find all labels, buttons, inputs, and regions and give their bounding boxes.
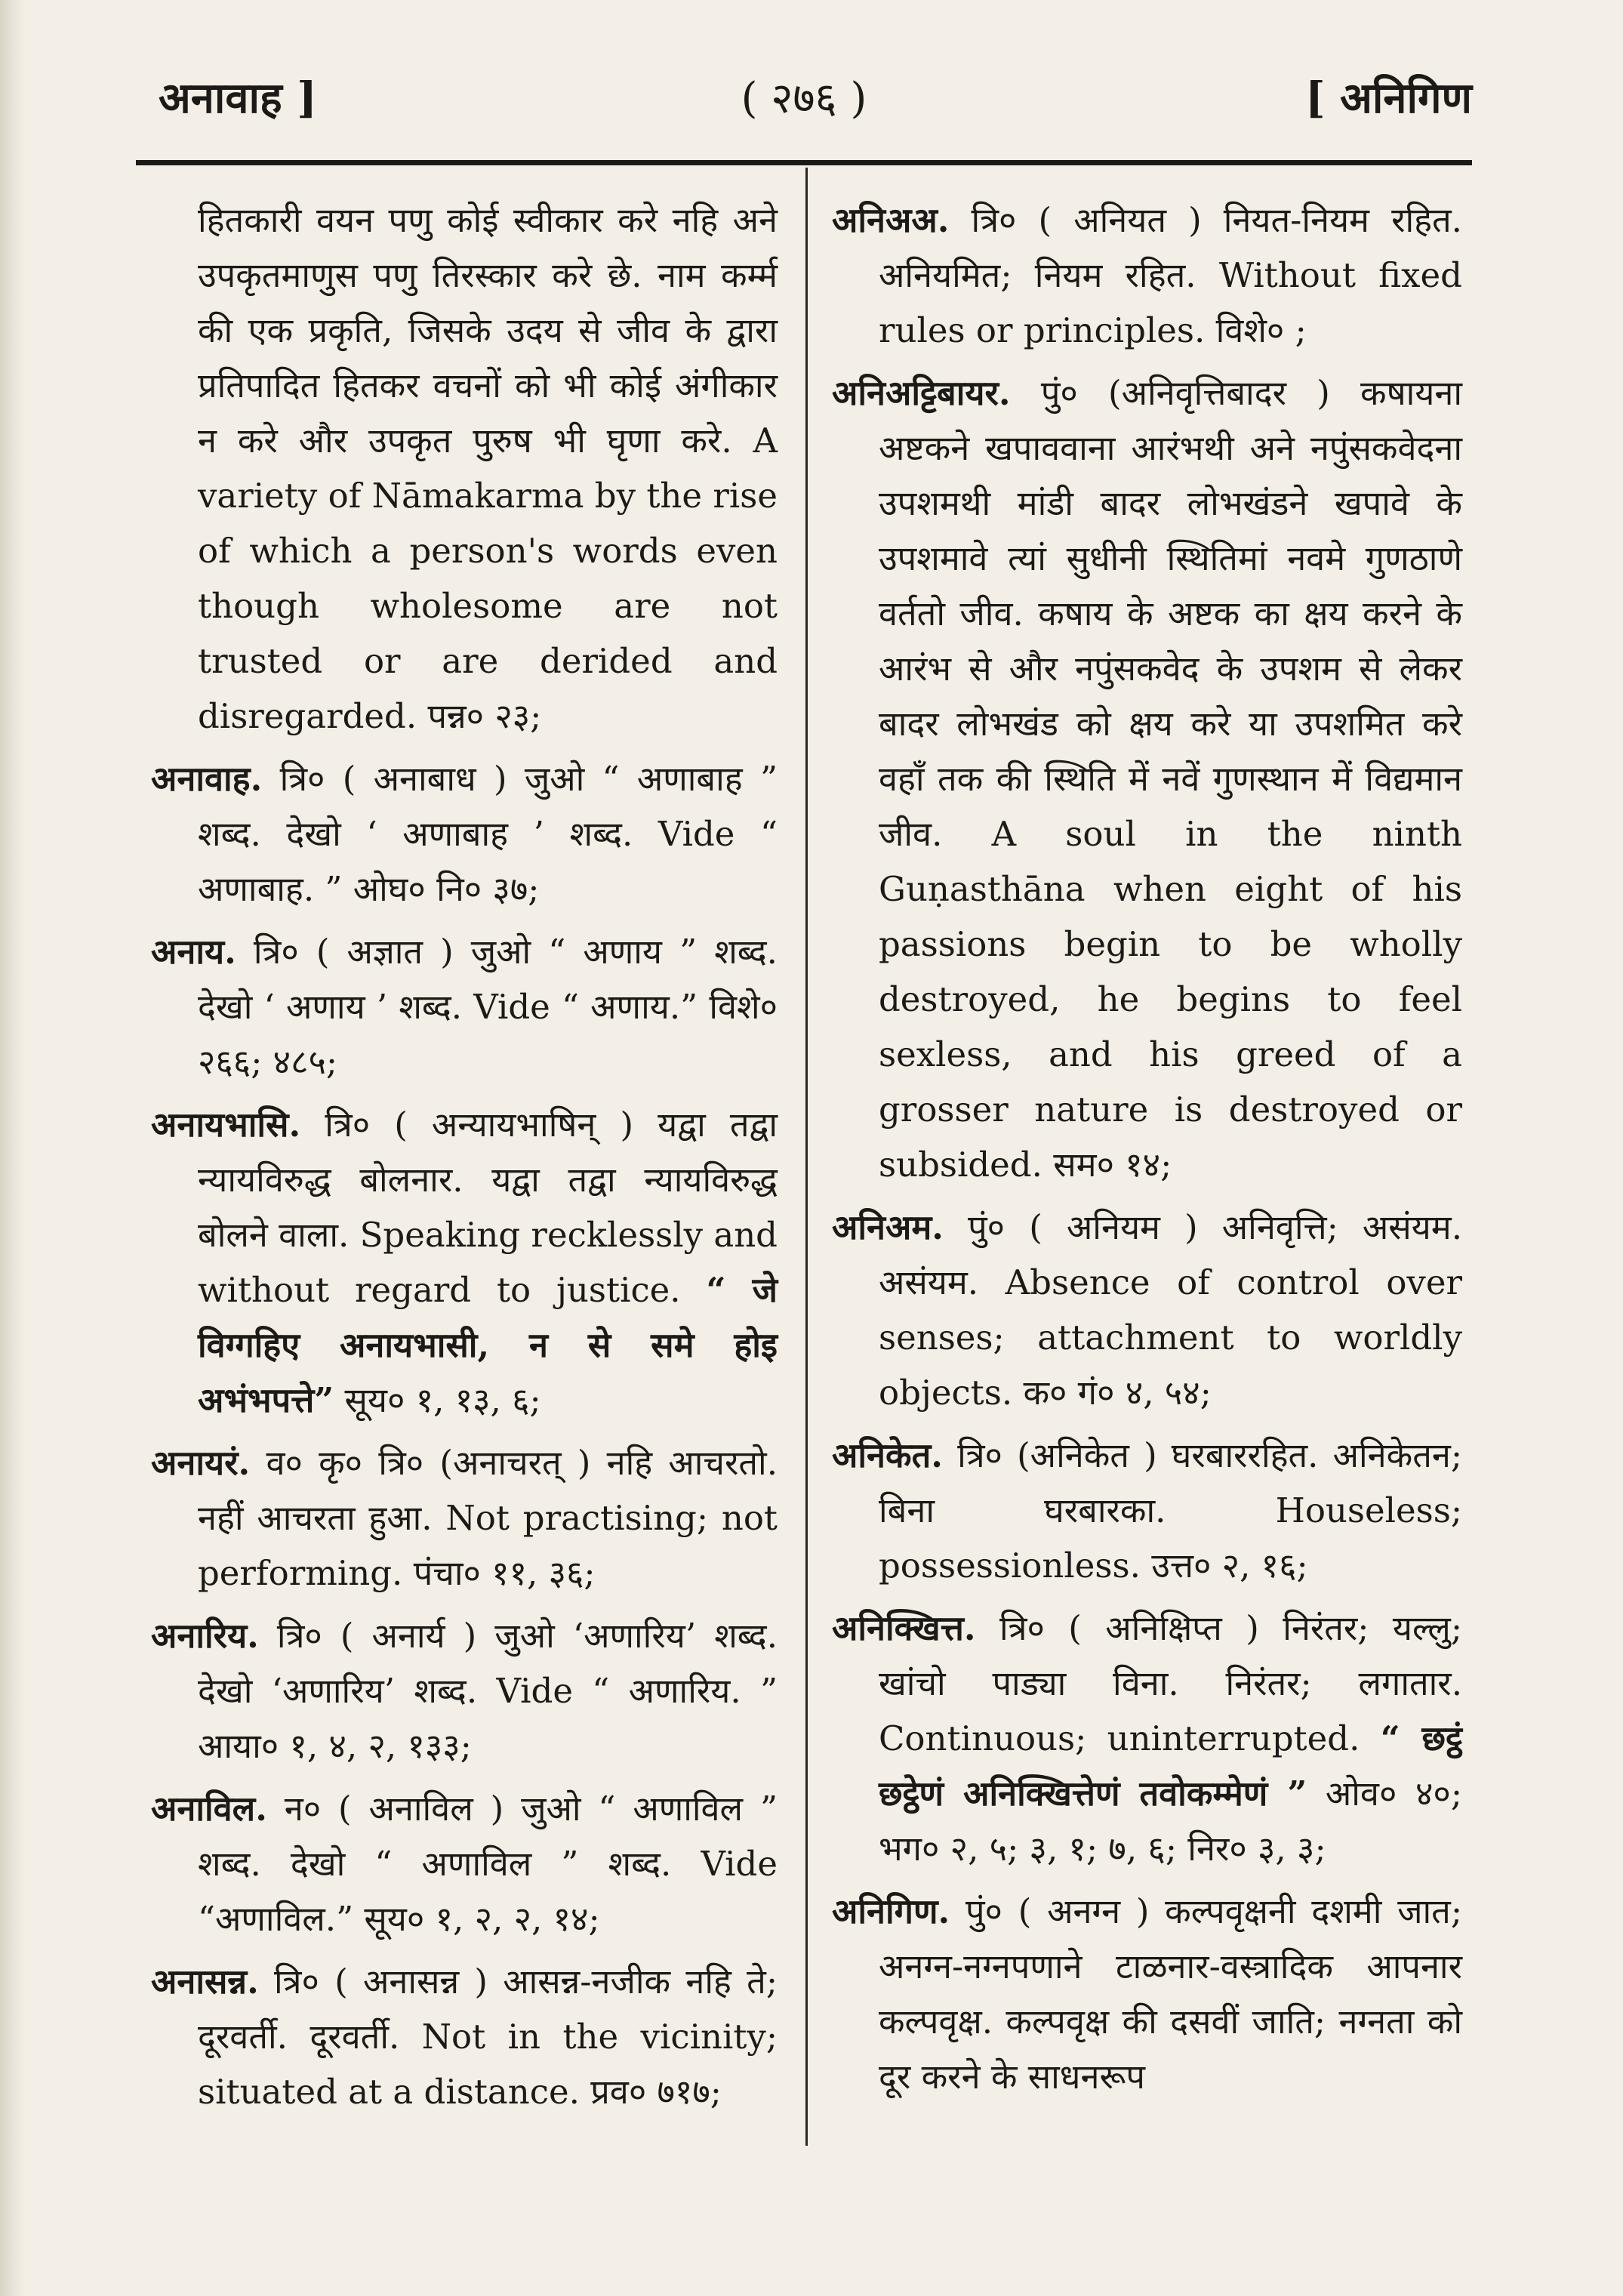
entry-body: त्रि० ( अनाबाध ) जुओ “ अणाबाह ” शब्द. देखो ‘ अणाबाह ’ शब्द. Vide “ अणाबाह. ” — [198, 759, 778, 909]
header-right-guideword: [ अनिगिण — [1305, 73, 1472, 123]
entry-headword: अनिगिण. — [832, 1891, 950, 1931]
header-page-number: ( २७६ ) — [741, 74, 867, 123]
entry-headword: अनावाह. — [151, 759, 263, 799]
entry-headword: अनाविल. — [151, 1789, 267, 1829]
entry-reference: विशे० २६६; ४८५; — [198, 987, 778, 1082]
entry-headword: अनिअअ. — [832, 200, 950, 240]
entry-aniketa — [832, 1428, 1462, 1593]
entry-body: व० कृ० त्रि० (अनाचरत् ) नहि आचरतो. नहीं आचरता हुआ. Not practising; not performing. — [198, 1443, 778, 1593]
entry-body: पुं० ( अनियम ) अनिवृत्ति; असंयम. असंयम. Absence of control over senses; attachment to worldly objects. — [879, 1207, 1463, 1413]
entry-reference: विशे० ; — [1215, 310, 1307, 350]
column-divider — [805, 168, 808, 2146]
scan-edge-shadow — [0, 0, 26, 2296]
entry-reference: ओघ० नि० ३७; — [353, 869, 540, 909]
entry-body: हितकारी वयन पणु कोई स्वीकार करे नहि अने उपकृतमाणुस पणु तिरस्कार करे छे. नाम कर्म्म की एक प्रकृति, जिसके उदय से जीव के द्वारा प्रतिपादित हितकर वचनों को भी कोई अंगीकार न करे और उपकृत पुरुष भी घृणा करे. A variety of Nāmakarma by the rise of which a person's words even though wholesome are not trusted or are derided and disregarded. — [198, 200, 778, 736]
entry-reference: ओव० ४०; भग० २, ५; ३, १; ७, ६; निर० ३, ३; — [879, 1774, 1462, 1869]
entry-headword: अनिअट्टिबायर. — [832, 373, 1011, 413]
entry-anigina — [832, 1884, 1462, 2104]
entry-body: पुं० (अनिवृत्तिबादर ) कषायना अष्टकने खपाववाना आरंभथी अने नपुंसकवेदना उपशमथी मांडी बादर लोभखंडने खपावे के उपशमावे त्यां सुधीनी स्थितिमां नवमे गुणठाणे वर्ततो जीव. कषाय के अष्टक का क्षय करने के आरंभ से और नपुंसकवेद के उपशम से लेकर बादर लोभखंड को क्षय करे या उपशमित करे वहाँ तक की स्थिति में नवें गुणस्थान में विद्यमान जीव. A soul in the ninth Guṇasthāna when eight of his passions begin to be wholly destroyed, he begins to feel sexless, and his greed of a grosser nature is destroyed or subsided. — [879, 373, 1462, 1185]
entry-continuation — [151, 193, 778, 744]
entry-body: त्रि० ( अनिक्षिप्त ) निरंतर; यल्लु; खांचो पाड्या विना. निरंतर; लगातार. Continuous; uninterrupted. — [879, 1608, 1462, 1758]
header-rule — [136, 160, 1472, 165]
entry-aniama — [832, 1200, 1462, 1420]
entry-reference: प्रव० ७१७; — [590, 2072, 722, 2112]
entry-reference: पन्न० २३; — [427, 696, 542, 736]
entry-headword: अनासन्न. — [151, 1962, 259, 2002]
entry-body: त्रि० ( अन्यायभाषिन् ) यद्वा तद्वा न्यायविरुद्ध बोलनार. यद्वा तद्वा न्यायविरुद्ध बोलने वाला. Speaking recklessly and without regard to justice. — [198, 1105, 778, 1310]
entry-anayaram — [151, 1435, 778, 1601]
entry-body: त्रि० (अनिकेत ) घरबाररहित. अनिकेतन; बिना घरबारका. Houseless; possessionless. — [879, 1435, 1462, 1586]
entry-anariya — [151, 1608, 778, 1774]
entry-reference: आया० १, ४, २, १३३; — [198, 1726, 472, 1766]
entry-headword: अनायरं. — [151, 1443, 251, 1483]
left-column — [151, 193, 778, 2127]
page-header — [136, 68, 1472, 136]
entry-headword: अनिक्खित्त. — [832, 1608, 976, 1648]
right-column — [832, 193, 1462, 2112]
entry-reference: पंचा० ११, ३६; — [413, 1553, 596, 1593]
entry-headword: अनायभासि. — [151, 1105, 301, 1145]
entry-body: पुं० ( अनग्न ) कल्पवृक्षनी दशमी जात; अनग्न-नग्नपणाने टाळनार-वस्त्रादिक आपनार कल्पवृक्ष. कल्पवृक्ष की दसवीं जाति; नग्नता को दूर करने के साधनरूप — [879, 1891, 1462, 2097]
entry-body: त्रि० ( अनियत ) नियत-नियम रहित. अनियमित; नियम रहित. Without fixed rules or principles. — [879, 200, 1462, 350]
entry-anayabhasi — [151, 1097, 778, 1428]
entry-quote: “ छट्ठं छट्ठेणं अनिक्खित्तेणं तवोकम्मेणं ” — [879, 1718, 1463, 1814]
entry-headword: अनिअम. — [832, 1207, 944, 1247]
entry-body: त्रि० ( अनार्य ) जुओ ‘अणारिय’ शब्द. देखो ‘अणारिय’ शब्द. Vide “ अणारिय. ” — [198, 1616, 778, 1711]
entry-aniattibayara — [832, 365, 1462, 1192]
entry-reference: सूय० १, २, २, १४; — [364, 1899, 600, 1939]
entry-anavila — [151, 1781, 778, 1946]
entry-reference: सम० १४; — [1053, 1145, 1172, 1185]
entry-body: त्रि० ( अनासन्न ) आसन्न-नजीक नहि ते; दूरवर्ती. दूरवर्ती. Not in the vicinity; situated at a distance. — [198, 1962, 778, 2112]
entry-quote: “ जे विग्गहिए अनायभासी, न से समे होइ अभंभपत्ते” — [198, 1270, 778, 1420]
entry-headword: अनारिय. — [151, 1616, 259, 1656]
header-left-guideword: अनावाह ] — [159, 73, 317, 123]
entry-reference: क० गं० ४, ५४; — [1023, 1373, 1212, 1413]
entry-body: त्रि० ( अज्ञात ) जुओ “ अणाय ” शब्द. देखो ‘ अणाय ’ शब्द. Vide “ अणाय.” — [198, 932, 778, 1027]
entry-aniaa — [832, 193, 1462, 358]
entry-body: न० ( अनाविल ) जुओ “ अणाविल ” शब्द. देखो “ अणाविल ” शब्द. Vide “अणाविल.” — [198, 1789, 778, 1939]
entry-anikkhitta — [832, 1601, 1462, 1876]
entry-reference: उत्त० २, १६; — [1151, 1546, 1308, 1586]
entry-anaya — [151, 924, 778, 1089]
entry-anavaha — [151, 751, 778, 917]
entry-headword: अनाय. — [151, 932, 236, 972]
entry-reference: सूय० १, १३, ६; — [344, 1380, 541, 1420]
entry-anasanna — [151, 1954, 778, 2119]
entry-headword: अनिकेत. — [832, 1435, 943, 1475]
